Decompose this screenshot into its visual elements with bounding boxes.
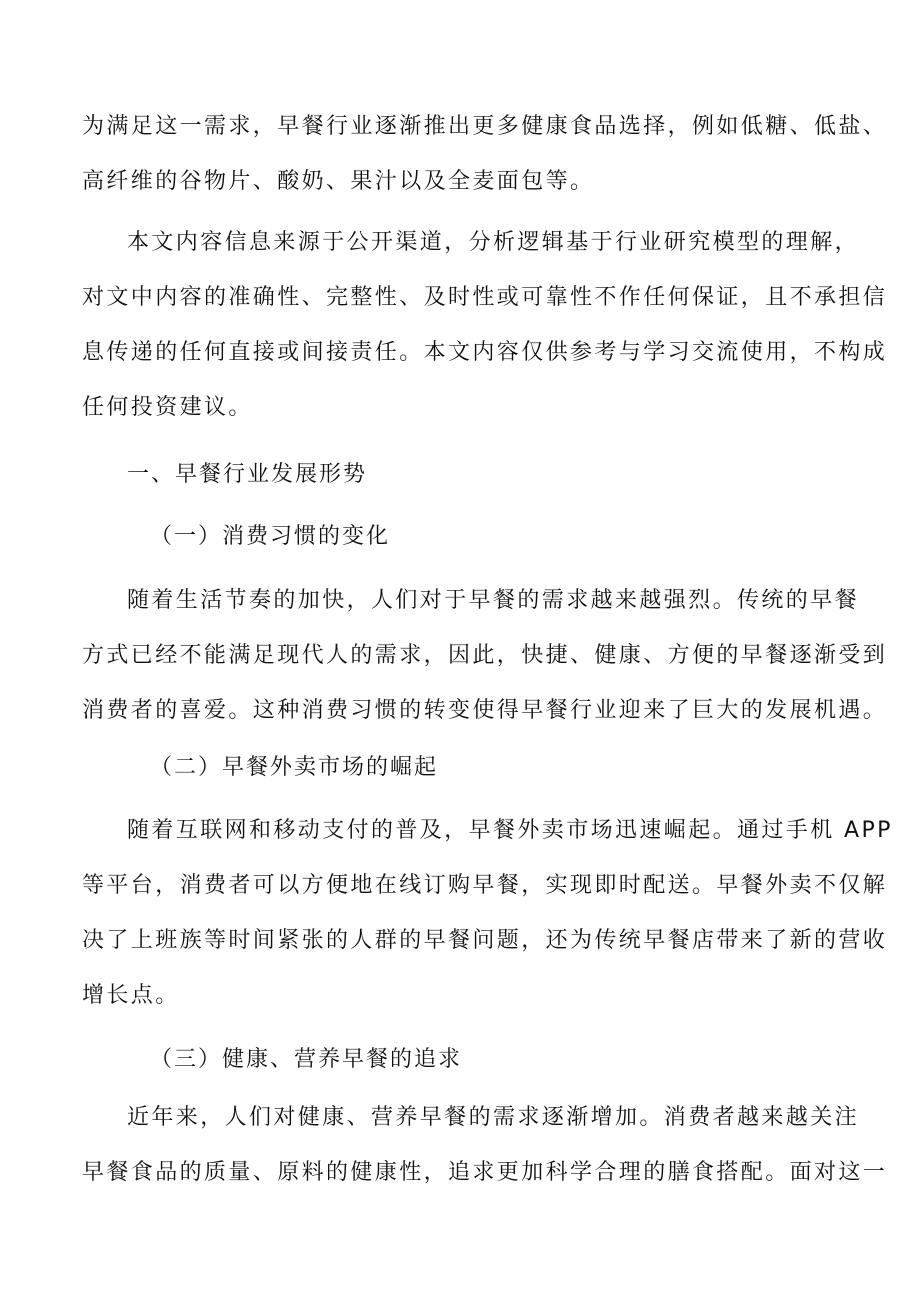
text-line: 高纤维的谷物片、酸奶、果汁以及全麦面包等。 — [82, 169, 595, 194]
text-line: 任何投资建议。 — [82, 395, 253, 420]
text-line: 近年来，人们对健康、营养早餐的需求逐渐增加。消费者越来越关注 — [127, 1105, 860, 1130]
text-line: 为满足这一需求，早餐行业逐渐推出更多健康食品选择，例如低糖、低盐、 — [82, 114, 888, 139]
text-line: 早餐食品的质量、原料的健康性，追求更加科学合理的膳食搭配。面对这一 — [82, 1160, 888, 1185]
subsection-heading: （二）早餐外卖市场的崛起 — [150, 755, 439, 780]
text-line: 等平台，消费者可以方便地在线订购早餐，实现即时配送。早餐外卖不仅解 — [82, 873, 888, 898]
text-line: 随着互联网和移动支付的普及，早餐外卖市场迅速崛起。通过手机 APP — [127, 818, 893, 843]
text-line: 息传递的任何直接或间接责任。本文内容仅供参考与学习交流使用，不构成 — [82, 340, 888, 365]
section-heading: 一、早餐行业发展形势 — [127, 462, 368, 487]
text-line: 增长点。 — [82, 983, 180, 1008]
text-line: 对文中内容的准确性、完整性、及时性或可靠性不作任何保证，且不承担信 — [82, 285, 888, 310]
text-line: 决了上班族等时间紧张的人群的早餐问题，还为传统早餐店带来了新的营收 — [82, 928, 888, 953]
text-line: 本文内容信息来源于公开渠道，分析逻辑基于行业研究模型的理解， — [127, 230, 860, 255]
text-line: 方式已经不能满足现代人的需求，因此，快捷、健康、方便的早餐逐渐受到 — [82, 643, 888, 668]
subsection-heading: （一）消费习惯的变化 — [150, 524, 391, 549]
text-line: 随着生活节奏的加快，人们对于早餐的需求越来越强烈。传统的早餐 — [127, 588, 860, 613]
text-line: 消费者的喜爱。这种消费习惯的转变使得早餐行业迎来了巨大的发展机遇。 — [82, 698, 888, 723]
subsection-heading: （三）健康、营养早餐的追求 — [150, 1047, 463, 1072]
